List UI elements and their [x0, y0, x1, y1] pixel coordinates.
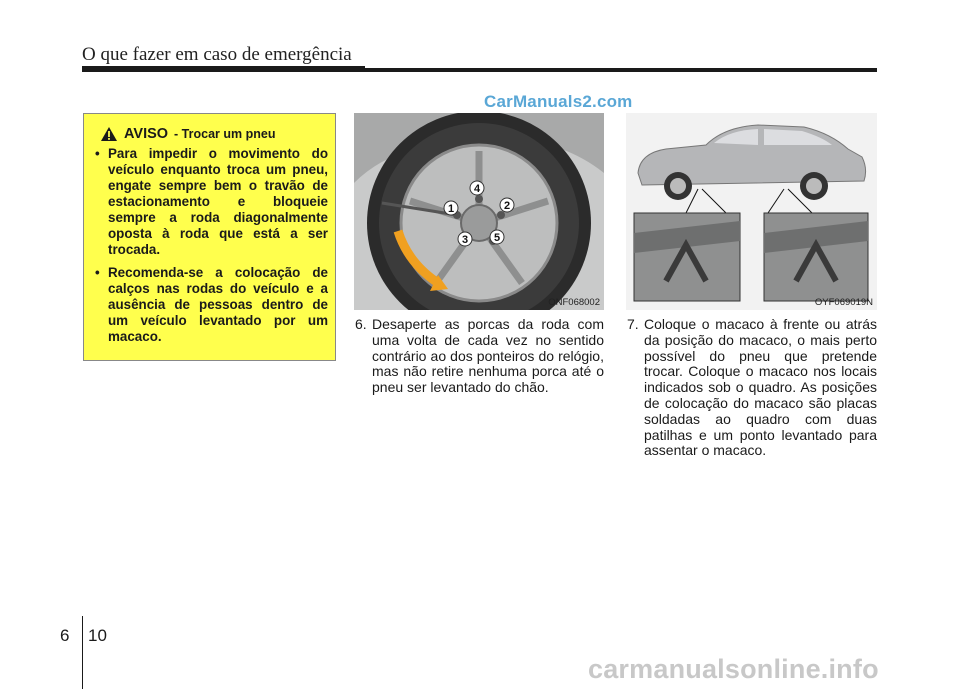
watermark-top[interactable]: CarManuals2.com — [484, 92, 633, 111]
lug-number-2: 2 — [503, 200, 511, 212]
page-number: 10 — [88, 626, 107, 645]
warning-item: • Recomenda-se a colocação de calços nas rodas do veículo e a ausência de pessoas dentro de um veículo levantado por um macaco. — [92, 265, 328, 345]
chapter-number: 6 — [60, 626, 70, 645]
step-text: Desaperte as porcas da roda com uma volta de cada vez no sentido contrário ao dos ponteiros do relógio, mas não retire nenhuma porca até o pneu ser levantado do chão. — [372, 316, 604, 396]
lug-number-4: 4 — [473, 183, 481, 195]
header-rule-accent — [82, 66, 365, 72]
warning-box — [83, 113, 336, 361]
step-number: 6. — [355, 316, 367, 332]
step-6 — [355, 317, 604, 396]
warning-subtitle: - Trocar um pneu — [174, 127, 276, 141]
wheel-lug-nut-figure — [354, 113, 604, 310]
step-text: Coloque o macaco à frente ou atrás da posição do macaco, o mais perto possível do pneu que pretende trocar. Coloque o macaco nos locais indicados sob o quadro. As posições de colocação do macaco são placas soldadas ao quadro com duas patilhas e um ponto levantado para assentar o macaco. — [644, 316, 877, 459]
jack-position-figure — [626, 113, 877, 310]
warning-list — [92, 146, 328, 352]
page-header-title: O que fazer em caso de emergência — [82, 44, 352, 65]
figure-code: ONF068002 — [548, 297, 600, 308]
figure-code: OYF069019N — [814, 297, 873, 308]
footer-divider — [82, 616, 83, 689]
warning-heading — [100, 126, 275, 142]
lug-number-3: 3 — [461, 234, 469, 246]
wheel-illustration — [354, 113, 604, 310]
lug-number-1: 1 — [447, 203, 455, 215]
step-7 — [627, 317, 877, 459]
warning-item: • Para impedir o movimento do veículo enquanto troca um pneu, engate sempre bem o travão de estacionamento e bloqueie sempre a roda diagonalmente oposta à roda que está a ser trocada. — [92, 146, 328, 258]
warning-title: AVISO — [124, 126, 169, 142]
step-number: 7. — [627, 316, 639, 332]
warning-triangle-icon — [100, 126, 118, 142]
lug-number-5: 5 — [493, 232, 501, 244]
watermark-bottom[interactable]: carmanualsonline.info — [588, 654, 879, 684]
car-jack-illustration — [626, 113, 877, 310]
